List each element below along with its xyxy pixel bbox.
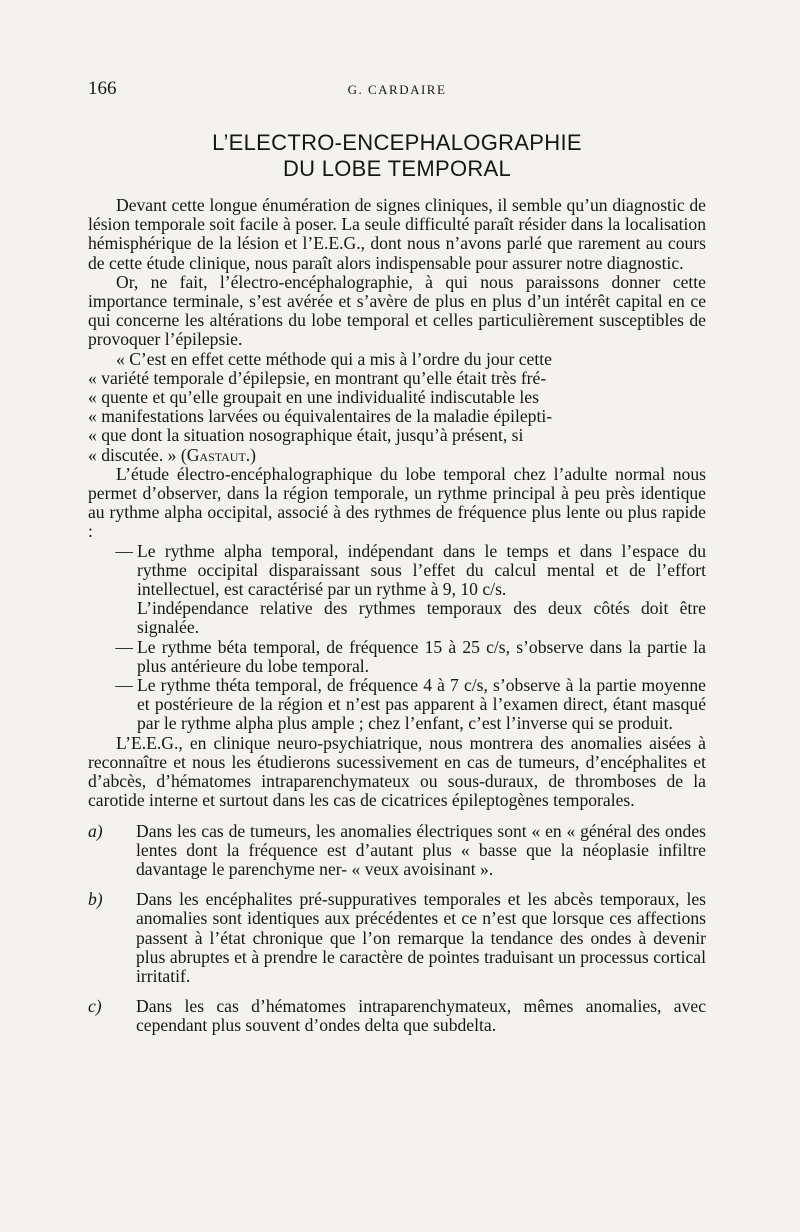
quote-author: (Gastaut.) [180, 444, 257, 465]
dash-marker: — [115, 540, 133, 561]
list-item-text: Le rythme alpha temporal, indépendant dans le temps et dans l’espace du rythme occipital disparaissant sous l’effet du calcul mental et de l’effort intellectuel, est caractérisé par un rythme à 9, 10 c/s. [137, 540, 706, 600]
body-text [88, 196, 706, 1036]
running-title: G. CARDAIRE [347, 82, 447, 97]
list-item-text: Le rythme béta temporal, de fréquence 15 à 25 c/s, s’observe dans la partie la plus antérieure du lobe temporal. [137, 636, 706, 676]
list-item-alpha [88, 542, 706, 600]
quote-line: « manifestations larvées ou équivalentaires de la maladie épilepti- [88, 406, 553, 427]
list-item-text: Dans les cas de tumeurs, les anomalies électriques sont « en « général des ondes lentes dont la fréquence est d’autant plus « basse que la néoplasie infiltre davantage le parenchyme ner- « veux avoisinant ». [136, 820, 706, 879]
list-item-text: Dans les encéphalites pré-suppuratives temporales et les abcès temporaux, les anomalies sont identiques aux précédentes et ce n’est que lorsque ces affections passent à l’état chronique que l’on remarque la tendance des ondes à devenir plus abruptes et à prendre le caractère de pointes traduisant un processus cortical irritatif. [136, 889, 706, 986]
letter-marker: c) [88, 996, 102, 1017]
quote-line: « variété temporale d’épilepsie, en montrant qu’elle était très fré- [88, 367, 547, 388]
list-item-hematomas [88, 997, 706, 1035]
list-item-beta [88, 638, 706, 676]
dash-marker: — [115, 675, 133, 696]
list-item-tumors [88, 822, 706, 880]
paragraph-eeg-importance: Or, ne fait, l’électro-encéphalographie, à qui nous paraissons donner cette importance terminale, s’est avérée et s’avère de plus en plus d’un intérêt capital en ce qui concerne les altérations du lobe temporal et celles particulièrement susceptibles de provoquer l’épilepsie. [88, 271, 706, 350]
letter-marker: a) [88, 820, 103, 841]
list-item-text: Le rythme théta temporal, de fréquence 4 à 7 c/s, s’observe à la partie moyenne et postérieure de la région et n’est pas apparent à l’examen direct, étant masqué par le rythme alpha plus ample ; chez l’enfant, c’est l’inverse qui se produit. [137, 675, 706, 734]
running-head [88, 78, 706, 102]
paragraph-eeg-clinical: L’E.E.G., en clinique neuro-psychiatrique, nous montrera des anomalies aisées à reconnaître et nous les étudierons sucessivement en cas de tumeurs, d’encéphalites et d’abcès, d’hématomes intraparenchymateux ou sous-duraux, de thromboses de la carotide interne et surtout dans les cas de cicatrices épileptogènes temporales. [88, 732, 706, 811]
quote-line: « que dont la situation nosographique était, jusqu’à présent, si [88, 425, 524, 446]
chapter-title-line-1: L’ELECTRO-ENCEPHALOGRAPHIE [212, 130, 582, 155]
page-number: 166 [88, 78, 117, 99]
quote-line: « quente et qu’elle groupait en une individualité indiscutable les [88, 387, 539, 408]
dash-marker: — [115, 636, 133, 657]
list-item-text: Dans les cas d’hématomes intraparenchymateux, mêmes anomalies, avec cependant plus souvent d’ondes delta que subdelta. [136, 996, 706, 1036]
paragraph-intro: Devant cette longue énumération de signes cliniques, il semble qu’un diagnostic de lésion temporale soit facile à poser. La seule difficulté paraît résider dans la localisation hémisphérique de la lésion et l’E.E.G., dont nous n’avons parlé que rarement au cours de cette étude clinique, nous paraît alors indispensable pour assurer notre diagnostic. [88, 195, 706, 273]
chapter-title-line-2: DU LOBE TEMPORAL [282, 156, 512, 181]
list-sub-paragraph: L’indépendance relative des rythmes temporaux des deux côtés doit être signalée. [137, 598, 706, 638]
list-item-theta [88, 676, 706, 734]
list-item-encephalitis [88, 890, 706, 986]
quote-line: « C’est en effet cette méthode qui a mis à l’ordre du jour cette [116, 348, 552, 369]
quote-line-last: « discutée. » (Gastaut.) [88, 444, 257, 465]
paragraph-normal-adult: L’étude électro-encéphalographique du lobe temporal chez l’adulte normal nous permet d’observer, dans la région temporale, un rythme principal à peu près identique au rythme alpha occipital, associé à des rythmes de fréquence plus lente ou plus rapide : [88, 463, 706, 542]
letter-marker: b) [88, 889, 103, 910]
